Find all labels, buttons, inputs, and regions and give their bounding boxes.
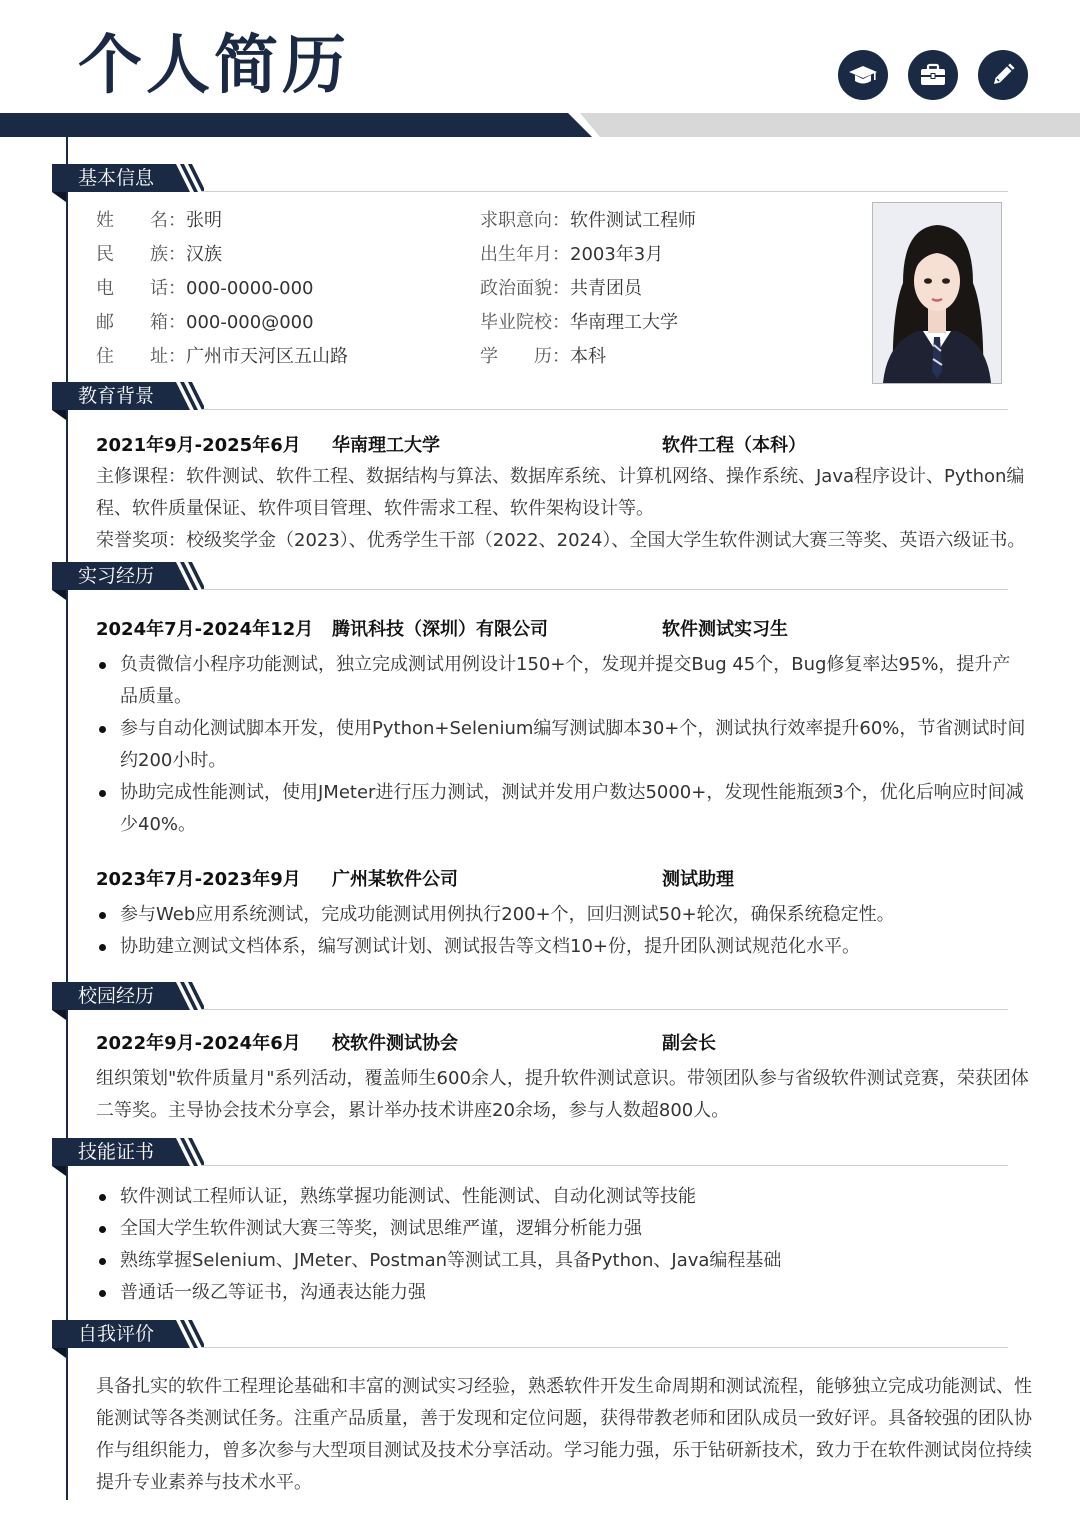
page-title: 个人简历 [78, 29, 350, 103]
section-header-basic-info [52, 164, 1008, 194]
education-period: 2021年9月-2025年6月 [96, 435, 301, 456]
internship-period: 2023年7月-2023年9月 [96, 869, 301, 890]
ethnicity-row: 民 族：汉族 [96, 244, 222, 265]
graduation-cap-icon [838, 50, 888, 100]
campus-org: 校软件测试协会 [332, 1033, 458, 1054]
section-header-campus [52, 982, 1008, 1012]
pencil-icon [978, 50, 1028, 100]
education-school: 华南理工大学 [332, 435, 440, 456]
briefcase-icon [908, 50, 958, 100]
school-row: 毕业院校：华南理工大学 [480, 312, 678, 333]
section-title: 自我评价 [78, 1323, 155, 1345]
internship-period: 2024年7月-2024年12月 [96, 619, 314, 640]
list-item: 熟练掌握Selenium、JMeter、Postman等测试工具，具备Python、Java编程基础 [96, 1245, 1026, 1277]
list-item: 协助建立测试文档体系，编写测试计划、测试报告等文档10+份，提升团队测试规范化水平。 [96, 931, 1026, 963]
school-value: 华南理工大学 [570, 312, 678, 333]
section-title: 教育背景 [78, 385, 155, 407]
email-value: 000-000@000 [186, 312, 314, 333]
section-header-skills [52, 1138, 1008, 1168]
education-major: 软件工程（本科） [662, 435, 806, 456]
list-item: 软件测试工程师认证，熟练掌握功能测试、性能测试、自动化测试等技能 [96, 1181, 1026, 1213]
list-item: 全国大学生软件测试大赛三等奖，测试思维严谨，逻辑分析能力强 [96, 1213, 1026, 1245]
degree-value: 本科 [570, 346, 606, 367]
internship-bullets [96, 649, 1026, 841]
political-value: 共青团员 [570, 278, 642, 299]
list-item: 参与Web应用系统测试，完成功能测试用例执行200+个，回归测试50+轮次，确保系统稳定性。 [96, 899, 1026, 931]
education-courses: 主修课程：软件测试、软件工程、数据结构与算法、数据库系统、计算机网络、操作系统、Java程序设计、Python编程、软件质量保证、软件项目管理、软件需求工程、软件架构设计等。 [96, 466, 1025, 519]
education-honors: 荣誉奖项：校级奖学金（2023）、优秀学生干部（2022、2024）、全国大学生软件测试大赛三等奖、英语六级证书。 [96, 530, 1026, 551]
self-evaluation: 具备扎实的软件工程理论基础和丰富的测试实习经验，熟悉软件开发生命周期和测试流程，能够独立完成功能测试、性能测试等各类测试任务。注重产品质量，善于发现和定位问题，获得带教老师和团队成员一致好评。具备较强的团队协作与组织能力，曾多次参与大型项目测试及技术分享活动。学习能力强，乐于钻研新技术，致力于在软件测试岗位持续提升专业素养与技术水平。 [96, 1376, 1032, 1493]
profile-photo [872, 202, 1002, 384]
phone-value: 000-0000-000 [186, 278, 314, 299]
campus-period: 2022年9月-2024年6月 [96, 1033, 301, 1054]
section-title: 实习经历 [78, 565, 155, 587]
list-item: 协助完成性能测试，使用JMeter进行压力测试，测试并发用户数达5000+，发现性能瓶颈3个，优化后响应时间减少40%。 [96, 777, 1026, 841]
political-row: 政治面貌：共青团员 [480, 278, 642, 299]
header-icons [838, 50, 1028, 100]
list-item: 普通话一级乙等证书，沟通表达能力强 [96, 1277, 1026, 1309]
list-item: 参与自动化测试脚本开发，使用Python+Selenium编写测试脚本30+个，测试执行效率提升60%，节省测试时间约200小时。 [96, 713, 1026, 777]
internship-role: 测试助理 [662, 869, 734, 890]
name-value: 张明 [186, 210, 222, 231]
internship-bullets [96, 899, 1026, 963]
degree-row: 学 历：本科 [480, 346, 606, 367]
internship-company: 腾讯科技（深圳）有限公司 [332, 619, 548, 640]
ethnicity-value: 汉族 [186, 244, 222, 265]
campus-role: 副会长 [662, 1033, 716, 1054]
campus-description: 组织策划"软件质量月"系列活动，覆盖师生600余人，提升软件测试意识。带领团队参与省级软件测试竞赛，荣获团体二等奖。主导协会技术分享会，累计举办技术讲座20余场，参与人数超800人。 [96, 1068, 1029, 1121]
section-title: 校园经历 [78, 985, 155, 1007]
section-title: 基本信息 [78, 167, 155, 189]
phone-row: 电 话：000-0000-000 [96, 278, 314, 299]
skills-list [96, 1181, 1026, 1309]
timeline-line [66, 137, 68, 1500]
internship-company: 广州某软件公司 [332, 869, 458, 890]
email-row: 邮 箱：000-000@000 [96, 312, 314, 333]
section-header-internship [52, 562, 1008, 592]
address-value: 广州市天河区五山路 [186, 346, 348, 367]
section-title: 技能证书 [78, 1141, 155, 1163]
birth-value: 2003年3月 [570, 244, 664, 265]
birth-row: 出生年月：2003年3月 [480, 244, 664, 265]
section-header-self-evaluation [52, 1320, 1008, 1350]
name-row: 姓 名：张明 [96, 210, 222, 231]
internship-role: 软件测试实习生 [662, 619, 788, 640]
intent-value: 软件测试工程师 [570, 210, 696, 231]
list-item: 负责微信小程序功能测试，独立完成测试用例设计150+个，发现并提交Bug 45个，Bug修复率达95%，提升产品质量。 [96, 649, 1026, 713]
intent-row: 求职意向：软件测试工程师 [480, 210, 696, 231]
section-header-education [52, 382, 1008, 412]
header-banner [0, 113, 1080, 137]
address-row: 住 址：广州市天河区五山路 [96, 346, 348, 367]
